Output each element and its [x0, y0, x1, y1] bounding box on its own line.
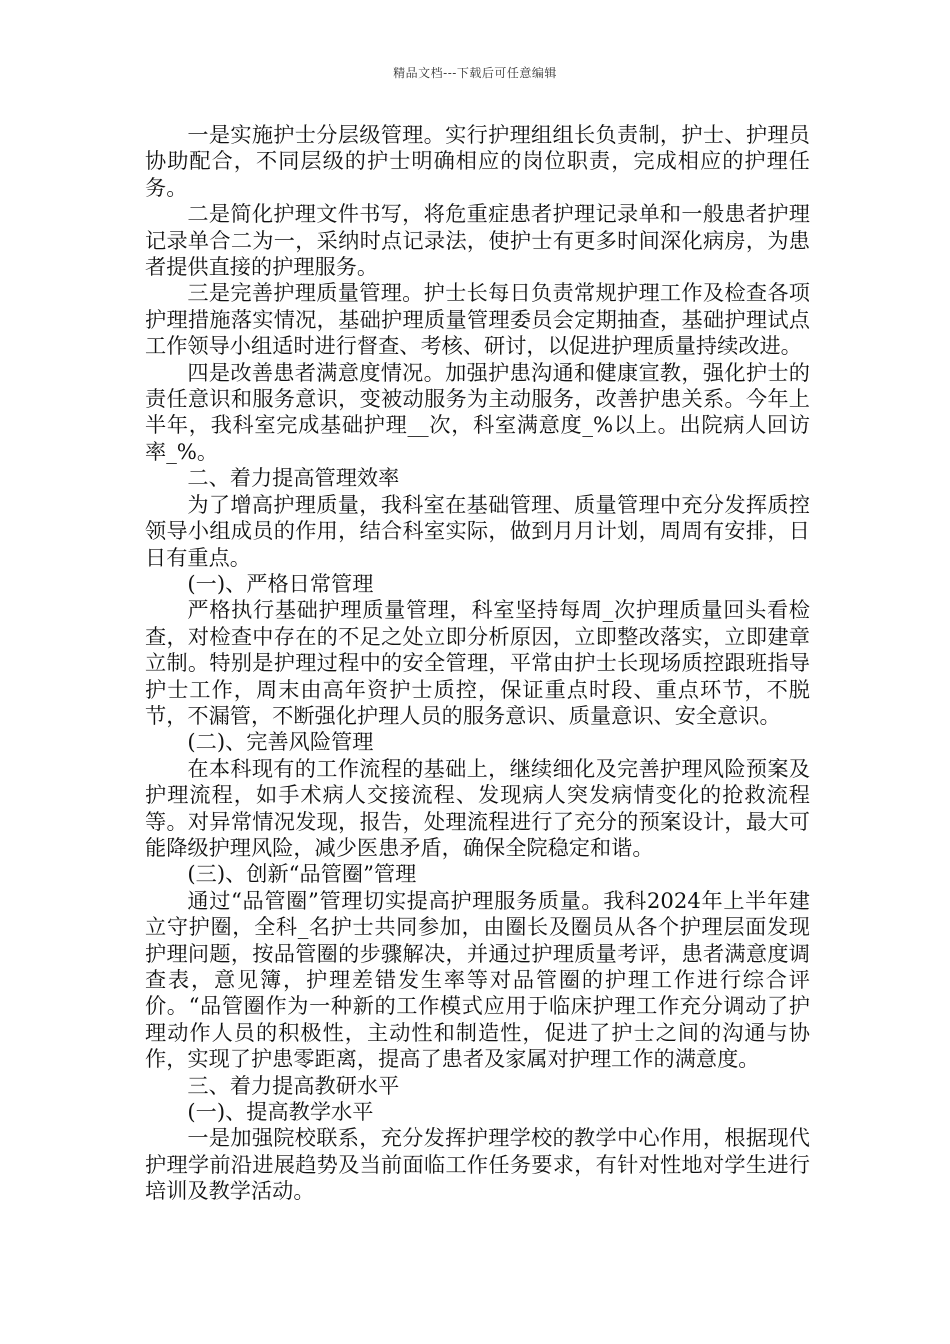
heading-management-efficiency: 二、着力提高管理效率: [187, 465, 400, 491]
subheading-daily-management: (一)、严格日常管理: [187, 570, 374, 596]
subheading-qcc-management: (三)、创新“品管圈”管理: [187, 861, 417, 887]
paragraph-tiered-management: 一是实施护士分层级管理。实行护理组组长负责制，护士、护理员协助配合，不同层级的护士明确相应的岗位职责，完成相应的护理任务。: [145, 122, 810, 200]
paragraph-qcc-management: 通过“品管圈”管理切实提高护理服务质量。我科2024年上半年建立守护圈，全科_名护士共同参加，由圈长及圈员从各个护理层面发现护理问题，按品管圈的步骤解决，并通过护理质量考评，患者满意度调查表，意见簿，护理差错发生率等对品管圈的护理工作进行综合评价。“品管圈作为一种新的工作模式应用于临床护理工作充分调动了护理动作人员的积极性，主动性和制造性，促进了护士之间的沟通与协作，实现了护患零距离，提高了患者及家属对护理工作的满意度。: [145, 887, 810, 1072]
paragraph-improve-quality: 为了增高护理质量，我科室在基础管理、质量管理中充分发挥质控领导小组成员的作用，结合科室实际，做到月月计划，周周有安排，日日有重点。: [145, 491, 810, 570]
paragraph-school-liaison: 一是加强院校联系，充分发挥护理学校的教学中心作用，根据现代护理学前沿进展趋势及当前面临工作任务要求，有针对性地对学生进行培训及教学活动。: [145, 1125, 810, 1204]
paragraph-simplify-records: 二是简化护理文件书写，将危重症患者护理记录单和一般患者护理记录单合二为一，采纳时点记录法，使护士有更多时间深化病房，为患者提供直接的护理服务。: [145, 201, 810, 280]
subheading-risk-management: (二)、完善风险管理: [187, 729, 374, 755]
paragraph-risk-management: 在本科现有的工作流程的基础上，继续细化及完善护理风险预案及护理流程，如手术病人交接流程、发现病人突发病情变化的抢救流程等。对异常情况发现，报告，处理流程进行了充分的预案设计，最大可能降级护理风险，减少医患矛盾，确保全院稳定和谐。: [145, 755, 810, 860]
document-body: [145, 122, 810, 1205]
paragraph-patient-satisfaction: 四是改善患者满意度情况。加强护患沟通和健康宣教，强化护士的责任意识和服务意识，变被动服务为主动服务，改善护患关系。今年上半年，我科室完成基础护理__次，科室满意度_%以上。出院病人回访率_%。: [145, 359, 810, 464]
subheading-teaching-level: (一)、提高教学水平: [187, 1099, 374, 1125]
page-header: 精品文档---下载后可任意编辑: [393, 66, 557, 80]
paragraph-daily-management: 严格执行基础护理质量管理，科室坚持每周_次护理质量回头看检查，对检查中存在的不足之处立即分析原因，立即整改落实，立即建章立制。特别是护理过程中的安全管理，平常由护士长现场质控跟班指导护士工作，周末由高年资护士质控，保证重点时段、重点环节，不脱节，不漏管，不断强化护理人员的服务意识、质量意识、安全意识。: [145, 597, 810, 728]
heading-teaching-research: 三、着力提高教研水平: [187, 1072, 400, 1098]
paragraph-quality-management: 三是完善护理质量管理。护士长每日负责常规护理工作及检查各项护理措施落实情况，基础护理质量管理委员会定期抽查，基础护理试点工作领导小组适时进行督查、考核、研讨，以促进护理质量持续改进。: [145, 280, 810, 359]
